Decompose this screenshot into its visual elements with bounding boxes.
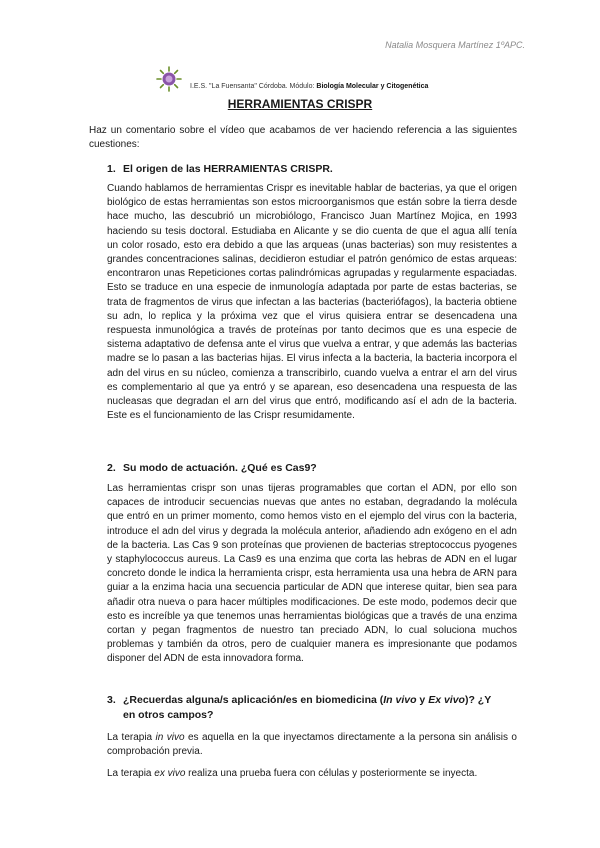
paragraph-text: La terapia <box>107 732 156 743</box>
section-3-title-invivo: In vivo <box>383 694 417 706</box>
paragraph-text: La terapia <box>107 768 155 779</box>
section-3-number: 3. <box>107 694 116 706</box>
paragraph-italic: in vivo <box>155 732 185 743</box>
section-2-number: 2. <box>107 462 116 474</box>
module-name: Biología Molecular y Citogenética <box>316 83 429 90</box>
section-3-title-exvivo: Ex vivo <box>428 694 465 706</box>
school-logo-icon <box>155 66 183 92</box>
section-3-paragraph-1 <box>107 731 517 759</box>
section-1-title: El origen de las HERRAMIENTAS CRISPR. <box>123 163 333 175</box>
section-2-title: Su modo de actuación. ¿Qué es Cas9? <box>123 462 317 474</box>
author-name: Natalia Mosquera Martínez 1ºAPC. <box>385 40 525 50</box>
paragraph-text: realiza una prueba fuera con células y posteriormente se inyecta. <box>185 768 478 779</box>
school-name: I.E.S. "La Fuensanta" Córdoba. Módulo: <box>190 83 317 90</box>
paragraph-text: es aquella en la que inyectamos directamente a la persona sin análisis o comprobación previa. <box>107 732 517 758</box>
page-title: HERRAMIENTAS CRISPR <box>227 97 373 111</box>
section-3-title-part: y <box>416 694 429 706</box>
intro-text: Haz un comentario sobre el vídeo que acabamos de ver haciendo referencia a las siguientes cuestiones: <box>89 125 517 151</box>
section-1-body: Cuando hablamos de herramientas Crispr es inevitable hablar de bacterias, ya que el origen biológico de estas herramientas son estos microorganismos que están sobre la tierra desde hace mucho, las descubrió un microbiólogo, Francisco Juan Martínez Mojica, en 1993 haciendo su tesis doctoral. Estudiaba en Alicante y se dio cuenta de que el agua allí tenía un color rosado, esto era debido a que las arqueas (unas bacterias) son muy resistentes a grandes concentraciones salinas, decidieron estudiar el patrón genómico de estas arqueas: encontraron unas Repeticiones cortas palindrómicas agrupadas y regularmente espaciadas. Esto se traduce en una especie de inmunología adaptada por parte de estas bacterias, se trata de fragmentos de virus que infectan a las bacterias (bacteriófagos), la bacteria obtiene su adn, lo replica y la próxima vez que el virus quisiera entrar se desencadena una respuesta inmunológica a través de proteínas por tanto decimos que es una especie de sistema adaptativo de defensa ante el virus que vuelva a entrar, y que además las bacterias madre se lo pasan a las bacterias hijas. El virus infecta a la bacteria, la bacteria incorpora el adn del virus en su núcleo, comienza a transcribirlo, cuando vuelva a entrar el arn del virus es complementario al que ya entró y se aparean, eso desencadena una respuesta de las nucleasas que degradan el arn del virus que entró, modificando así el adn de la bacteria. Este es el funcionamiento de las Crispr resumidamente. <box>107 183 517 422</box>
section-2-heading <box>107 461 317 476</box>
section-3-title-line2: en otros campos? <box>123 709 214 721</box>
section-2-body: Las herramientas crispr son unas tijeras programables que cortan el ADN, por ello son capaces de introducir secuencias nuevas que antes no estaban, degradando la molécula que entró en un primer momento, como hemos visto en el ejemplo del virus con la bacteria, introduce el adn del virus y degrada la molécula anterior, añadiendo adn exógeno en el adn de la bacteria. Las Cas 9 son proteínas que provienen de bacterias streptococcus pyogenes y staphylococcus aureus. La Cas9 es una enzima que corta las hebras de ADN en el lugar concreto donde le indica la herramienta crispr, esta herramienta usa una hebra de ARN para guiar a la enzima hacia una secuencia particular de ADN que interese quitar, bien sea para añadir otra nueva o para hacer múltiples modificaciones. De este modo, podemos decir que esto es increíble ya que tenemos unas herramientas biológicas que a través de una enzima cortan y pegan fragmentos de nuestro tan preciado ADN, lo cual soluciona muchos problemas y también da otros, pero de cualquier manera es impresionante que podamos disponer del ADN de esta innovadora forma. <box>107 483 517 665</box>
school-header <box>190 83 428 90</box>
section-3-paragraph-2 <box>107 767 517 781</box>
section-1-heading <box>107 162 333 177</box>
section-1-number: 1. <box>107 163 116 175</box>
section-3-heading <box>107 693 517 723</box>
section-3-title-part: ¿Recuerdas alguna/s aplicación/es en biomedicina ( <box>123 694 384 706</box>
section-3-title-part: )? ¿Y <box>464 694 492 706</box>
paragraph-italic: ex vivo <box>154 768 186 779</box>
